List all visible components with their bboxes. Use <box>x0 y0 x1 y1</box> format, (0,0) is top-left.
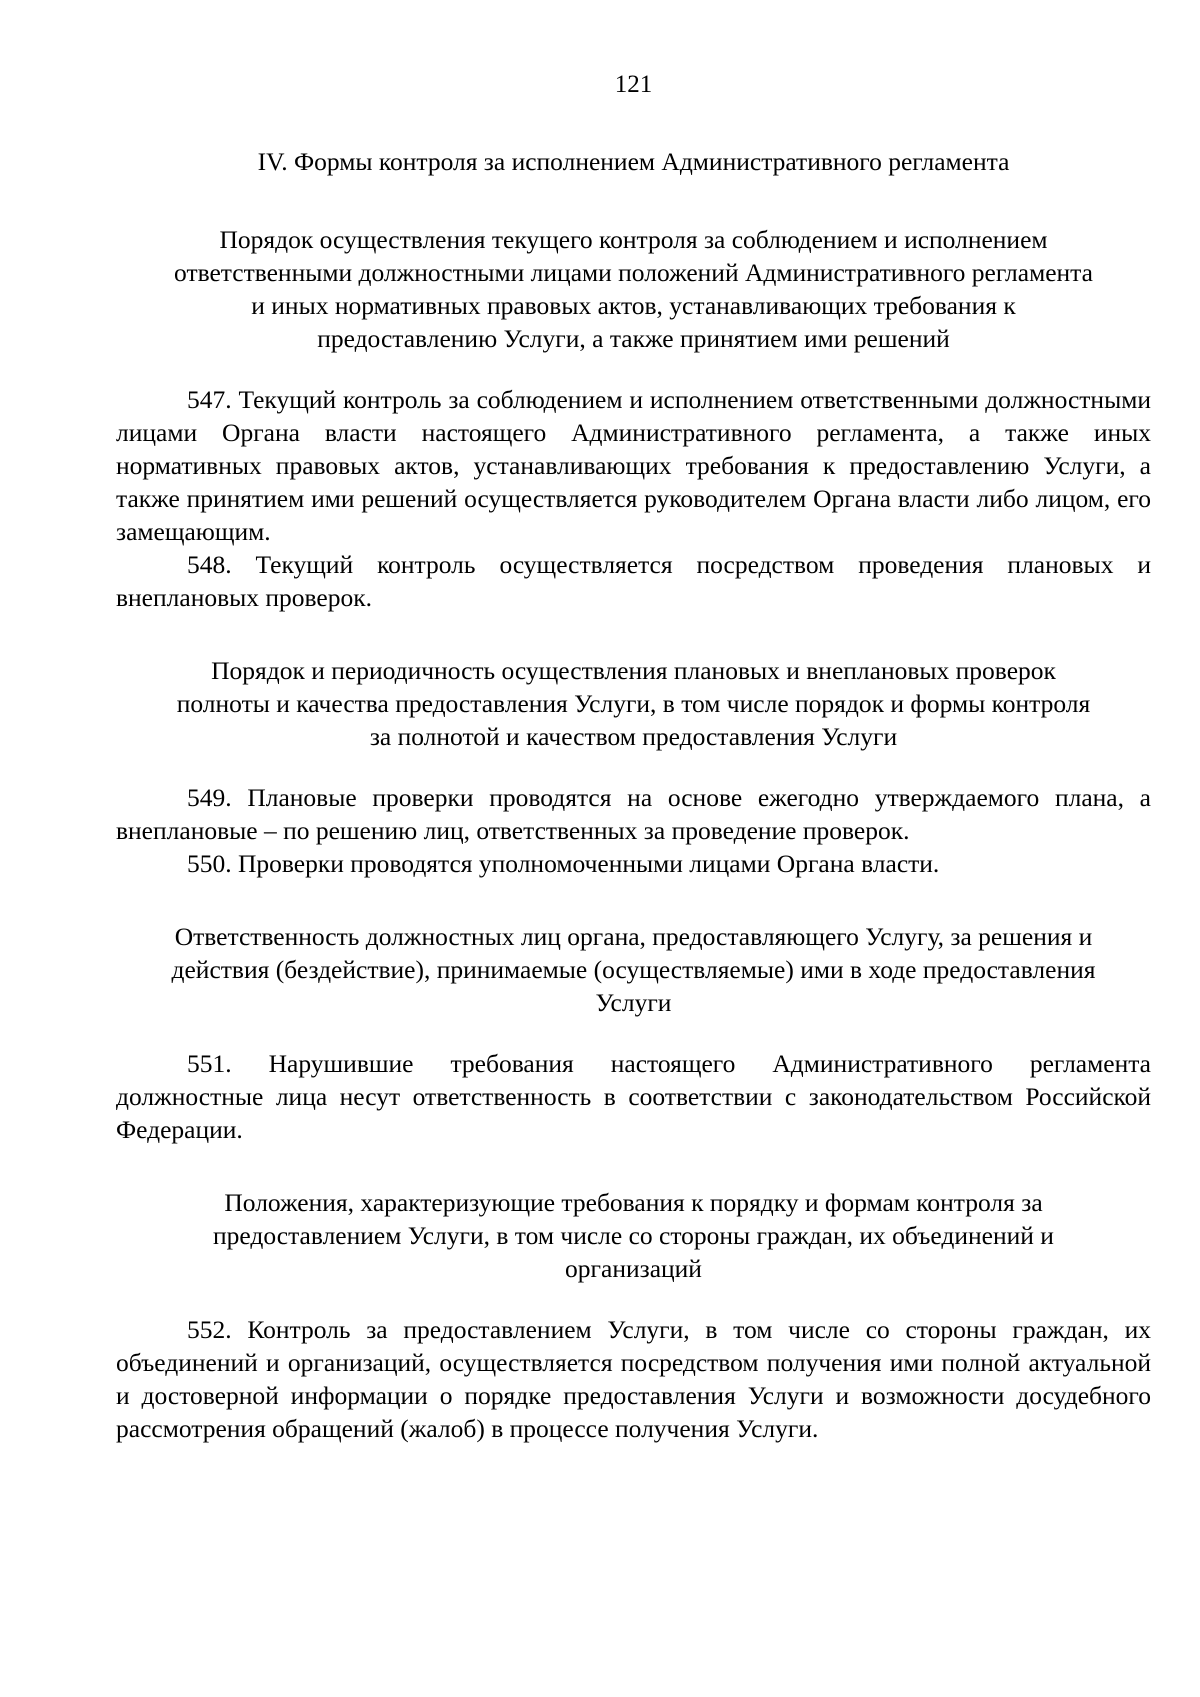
paragraph-group-inspections <box>116 781 1151 880</box>
section-title: IV. Формы контроля за исполнением Административного регламента <box>257 147 1010 176</box>
subheading-line: Порядок осуществления текущего контроля за соблюдением и исполнением <box>219 225 1048 254</box>
subheading-responsibility <box>116 920 1151 1019</box>
page-number: 121 <box>614 71 653 98</box>
subheading-line: и иных нормативных правовых актов, устанавливающих требования к <box>251 291 1016 320</box>
paragraph-552: 552. Контроль за предоставлением Услуги, в том числе со стороны граждан, их объединений и организаций, осуществляется посредством получения ими полной актуальной и достоверной информации о порядке предоставления Услуги и возможности досудебного рассмотрения обращений (жалоб) в процессе получения Услуги. <box>116 1315 1151 1443</box>
subheading-line: организаций <box>565 1254 702 1283</box>
subheading-line: полноты и качества предоставления Услуги, в том числе порядок и формы контроля <box>176 689 1091 718</box>
paragraph-547: 547. Текущий контроль за соблюдением и исполнением ответственными должностными лицами Органа власти настоящего Административного регламента, а также иных нормативных правовых актов, устанавливающих требования к предоставлению Услуги, а также принятием ими решений осуществляется руководителем Органа власти либо лицом, его замещающим. <box>116 385 1151 546</box>
document-page <box>116 70 1151 1485</box>
paragraph-551: 551. Нарушившие требования настоящего Административного регламента должностные лица несут ответственность в соответствии с законодательством Российской Федерации. <box>116 1049 1151 1144</box>
paragraph-group-citizen-control <box>116 1313 1151 1445</box>
paragraph-group-current-control <box>116 383 1151 614</box>
paragraph-550: 550. Проверки проводятся уполномоченными лицами Органа власти. <box>187 849 940 878</box>
subheading-line: действия (бездействие), принимаемые (осуществляемые) ими в ходе предоставления <box>171 955 1096 984</box>
subheading-citizen-control <box>116 1186 1151 1285</box>
subheading-current-control <box>116 223 1151 355</box>
subheading-line: Ответственность должностных лиц органа, предоставляющего Услугу, за решения и <box>174 922 1093 951</box>
subheading-line: предоставлению Услуги, а также принятием ими решений <box>317 324 950 353</box>
subheading-line: предоставлением Услуги, в том числе со стороны граждан, их объединений и <box>213 1221 1054 1250</box>
paragraph-549: 549. Плановые проверки проводятся на основе ежегодно утверждаемого плана, а внеплановые – по решению лиц, ответственных за проведение проверок. <box>116 783 1151 845</box>
paragraph-548: 548. Текущий контроль осуществляется посредством проведения плановых и внеплановых проверок. <box>116 550 1151 612</box>
subheading-line: Услуги <box>595 988 672 1017</box>
subheading-line: Положения, характеризующие требования к порядку и формам контроля за <box>224 1188 1043 1217</box>
subheading-line: за полнотой и качеством предоставления Услуги <box>369 722 898 751</box>
subheading-line: Порядок и периодичность осуществления плановых и внеплановых проверок <box>211 656 1056 685</box>
subheading-inspections <box>116 654 1151 753</box>
paragraph-group-responsibility <box>116 1047 1151 1146</box>
subheading-line: ответственными должностными лицами положений Административного регламента <box>174 258 1093 287</box>
